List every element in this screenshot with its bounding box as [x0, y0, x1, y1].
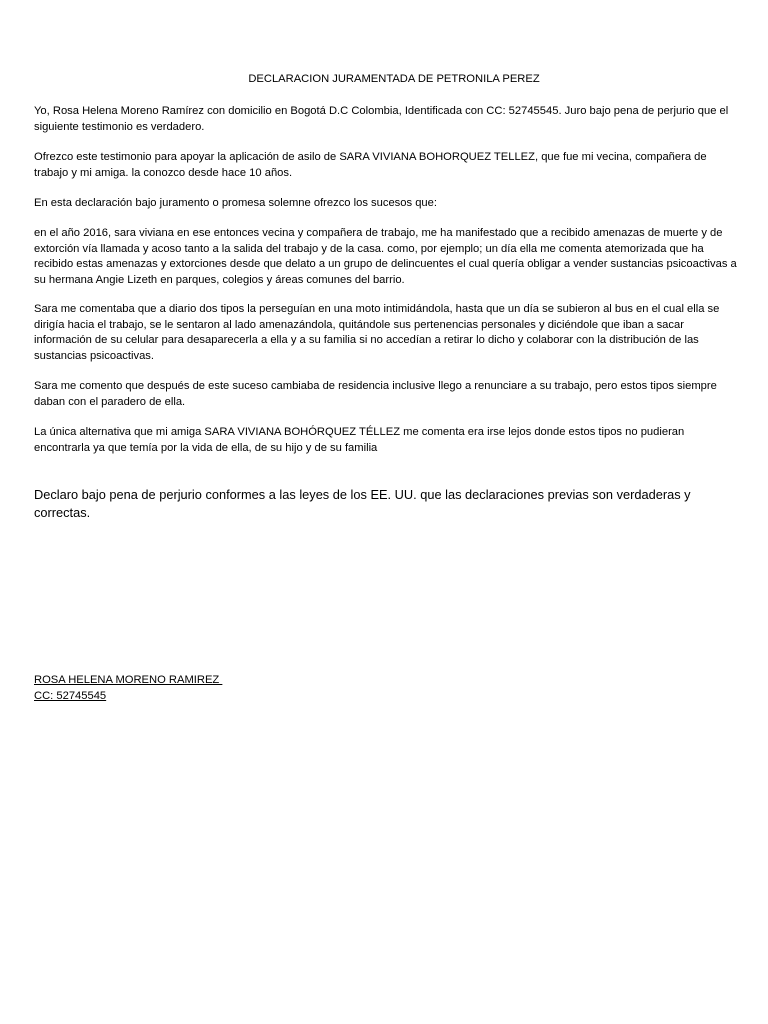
paragraph-events-2016: en el año 2016, sara viviana en ese entonces vecina y compañera de trabajo, me ha manifestado que a recibido amenazas de muerte y de extorción vía llamada y acoso tanto a la salida del trabajo y de la casa. como, por ejemplo; un día ella me comenta atemorizada que ha recibido estas amenazas y extorciones desde que delato a un grupo de delincuentes el cual quería obligar a vender sustancias psicoactivas a su hermana Angie Lizeth en parques, colegios y áreas comunes del barrio.: [34, 227, 737, 286]
document-title: DECLARACION JURAMENTADA DE PETRONILA PEREZ: [248, 73, 540, 85]
signature-name: ROSA HELENA MORENO RAMIREZ: [34, 674, 223, 686]
paragraph-relocation: Sara me comento que después de este suceso cambiaba de residencia inclusive llego a renunciare a su trabajo, pero estos tipos siempre daban con el paradero de ella.: [34, 380, 717, 408]
paragraph-alternative: La única alternativa que mi amiga SARA VIVIANA BOHÓRQUEZ TÉLLEZ me comenta era irse lejos donde estos tipos no pudieran encontrarla ya que temía por la vida de ella, de su hijo y de su familia: [34, 426, 685, 454]
paragraph-purpose: Ofrezco este testimonio para apoyar la aplicación de asilo de SARA VIVIANA BOHORQUEZ TELLEZ, que fue mi vecina, compañera de trabajo y mi amiga. la conozco desde hace 10 años.: [34, 151, 707, 179]
paragraph-intro: En esta declaración bajo juramento o promesa solemne ofrezco los sucesos que:: [34, 197, 437, 209]
signature-id: CC: 52745545: [34, 690, 107, 702]
paragraph-persecution: Sara me comentaba que a diario dos tipos la perseguían en una moto intimidándola, hasta que un día se subieron al bus en el cual ella se dirigía hacia el trabajo, se le sentaron al lado amenazándola, quitándole sus pertenencias personales y diciéndole que iban a sacar información de su celular para desaparecerla a ella y a su familia si no accedían a retirar lo dicho y colaborar con la distribución de las sustancias psicoactivas.: [34, 303, 720, 362]
closing-declaration: Declaro bajo pena de perjurio conformes a las leyes de los EE. UU. que las declaraciones previas son verdaderas y correctas.: [34, 487, 691, 520]
paragraph-identity: Yo, Rosa Helena Moreno Ramírez con domicilio en Bogotá D.C Colombia, Identificada con CC: 52745545. Juro bajo pena de perjurio que el siguiente testimonio es verdadero.: [34, 105, 729, 133]
